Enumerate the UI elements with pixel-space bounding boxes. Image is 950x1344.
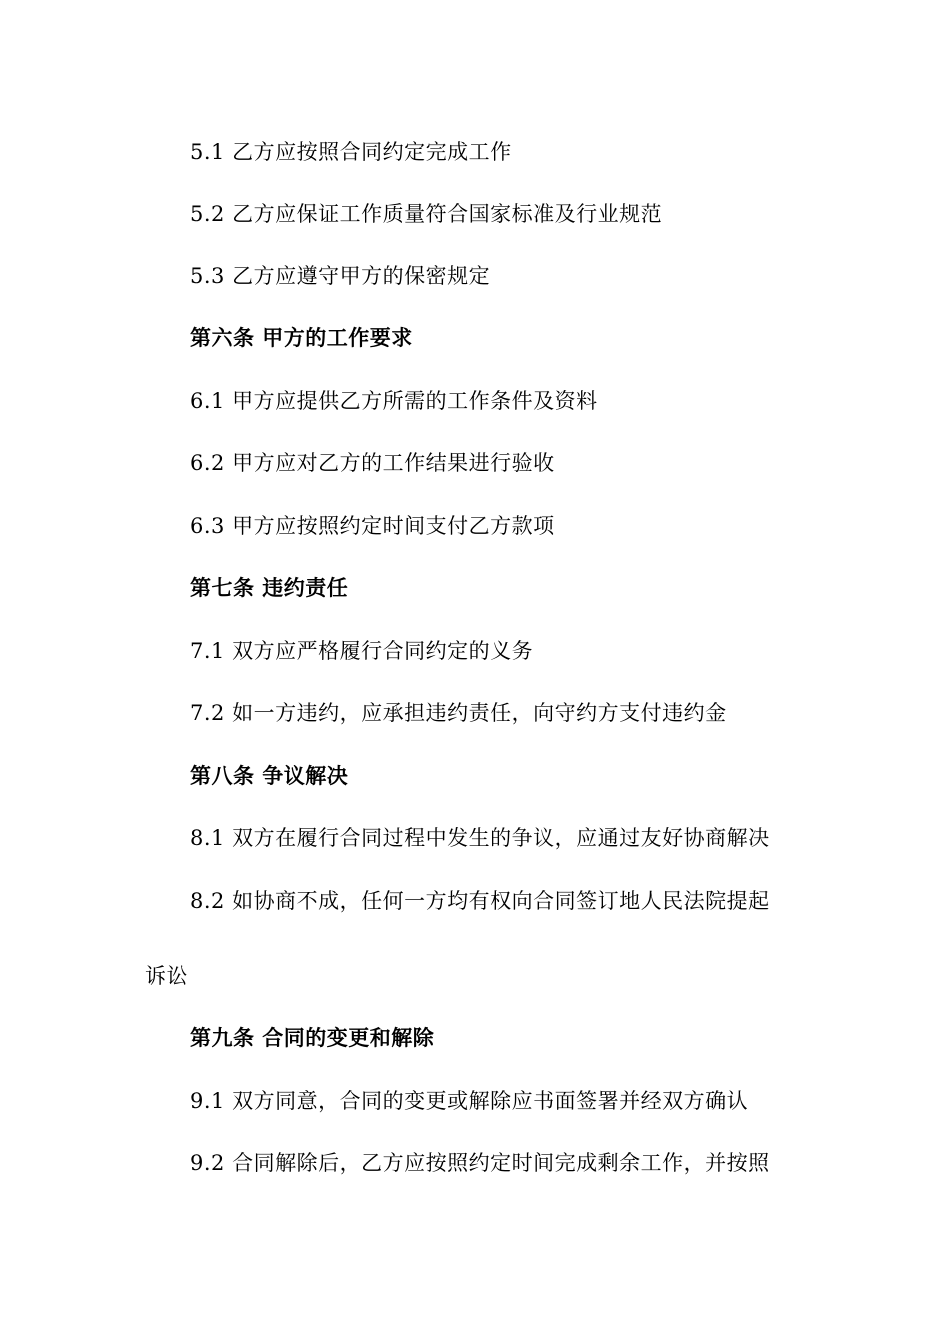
clause-9-2: 9.2 合同解除后，乙方应按照约定时间完成剩余工作，并按照 — [190, 1151, 770, 1175]
clause-8-1: 8.1 双方在履行合同过程中发生的争议，应通过友好协商解决 — [190, 826, 770, 850]
clause-5-2: 5.2 乙方应保证工作质量符合国家标准及行业规范 — [190, 202, 663, 226]
article-6-heading: 第六条 甲方的工作要求 — [190, 326, 413, 350]
clause-6-3: 6.3 甲方应按照约定时间支付乙方款项 — [190, 514, 555, 538]
clause-5-1: 5.1 乙方应按照合同约定完成工作 — [190, 140, 512, 164]
clause-6-1: 6.1 甲方应提供乙方所需的工作条件及资料 — [190, 389, 598, 413]
clause-7-1: 7.1 双方应严格履行合同约定的义务 — [190, 639, 534, 663]
clause-8-2-continuation: 诉讼 — [145, 964, 188, 988]
clause-5-3: 5.3 乙方应遵守甲方的保密规定 — [190, 264, 491, 288]
article-9-heading: 第九条 合同的变更和解除 — [190, 1026, 435, 1050]
clause-8-2: 8.2 如协商不成，任何一方均有权向合同签订地人民法院提起 — [190, 889, 770, 913]
clause-7-2: 7.2 如一方违约，应承担违约责任，向守约方支付违约金 — [190, 701, 727, 725]
clause-6-2: 6.2 甲方应对乙方的工作结果进行验收 — [190, 451, 555, 475]
article-8-heading: 第八条 争议解决 — [190, 764, 349, 788]
clause-9-1: 9.1 双方同意，合同的变更或解除应书面签署并经双方确认 — [190, 1089, 749, 1113]
article-7-heading: 第七条 违约责任 — [190, 576, 349, 600]
